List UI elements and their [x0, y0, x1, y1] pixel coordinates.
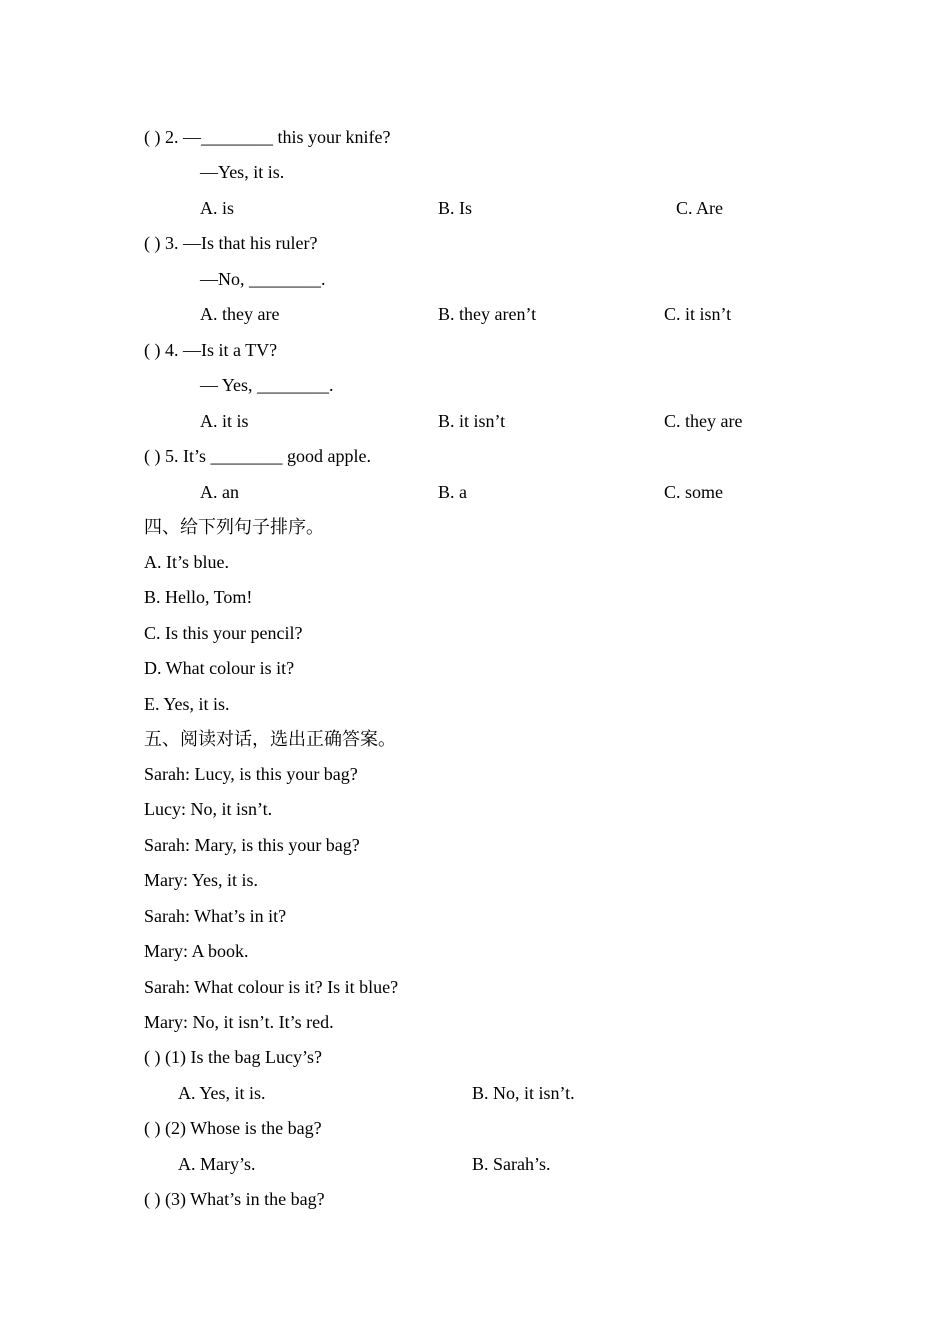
question-4-option-a: A. it is — [200, 411, 249, 431]
section-4-item: D. What colour is it? — [144, 658, 295, 678]
reading-question-1-option-b: B. No, it isn’t. — [472, 1083, 575, 1103]
reading-question-3-stem: ( ) (3) What’s in the bag? — [144, 1189, 325, 1209]
question-5-option-a: A. an — [200, 482, 239, 502]
section-4-item: A. It’s blue. — [144, 552, 229, 572]
question-2-option-a: A. is — [200, 198, 235, 218]
section-4-item: E. Yes, it is. — [144, 694, 230, 714]
question-3-option-a: A. they are — [200, 304, 280, 324]
question-3-option-c: C. it isn’t — [664, 304, 732, 324]
reading-question-2-option-b: B. Sarah’s. — [472, 1154, 551, 1174]
dialogue-line: Sarah: Lucy, is this your bag? — [144, 764, 358, 784]
reading-question-1-option-a: A. Yes, it is. — [178, 1083, 266, 1103]
section-4-item: C. Is this your pencil? — [144, 623, 303, 643]
question-5-stem: ( ) 5. It’s ________ good apple. — [144, 446, 371, 466]
question-5-option-c: C. some — [664, 482, 724, 502]
question-4-option-c: C. they are — [664, 411, 743, 431]
dialogue-line: Sarah: Mary, is this your bag? — [144, 835, 360, 855]
dialogue-line: Mary: Yes, it is. — [144, 870, 259, 890]
question-4-stem: ( ) 4. —Is it a TV? — [144, 340, 278, 360]
reading-question-2-stem: ( ) (2) Whose is the bag? — [144, 1118, 322, 1138]
reading-question-1-stem: ( ) (1) Is the bag Lucy’s? — [144, 1047, 322, 1067]
section-4-heading: 四、给下列句子排序。 — [144, 517, 324, 537]
dialogue-line: Mary: A book. — [144, 941, 249, 961]
question-4-option-b: B. it isn’t — [438, 411, 506, 431]
section-4-item: B. Hello, Tom! — [144, 587, 253, 607]
question-3-stem: ( ) 3. —Is that his ruler? — [144, 233, 318, 253]
question-2-option-b: B. Is — [438, 198, 473, 218]
dialogue-line: Mary: No, it isn’t. It’s red. — [144, 1012, 334, 1032]
dialogue-line: Sarah: What’s in it? — [144, 906, 287, 926]
section-5-heading: 五、阅读对话，选出正确答案。 — [144, 729, 396, 749]
question-3-option-b: B. they aren’t — [438, 304, 537, 324]
question-4-reply: — Yes, ________. — [200, 375, 334, 395]
question-3-reply: —No, ________. — [200, 269, 326, 289]
question-2-option-c: C. Are — [676, 198, 723, 218]
dialogue-line: Sarah: What colour is it? Is it blue? — [144, 977, 399, 997]
question-2-stem: ( ) 2. —________ this your knife? — [144, 127, 391, 147]
dialogue-line: Lucy: No, it isn’t. — [144, 799, 273, 819]
question-5-option-b: B. a — [438, 482, 467, 502]
reading-question-2-option-a: A. Mary’s. — [178, 1154, 256, 1174]
question-2-reply: —Yes, it is. — [200, 162, 285, 182]
